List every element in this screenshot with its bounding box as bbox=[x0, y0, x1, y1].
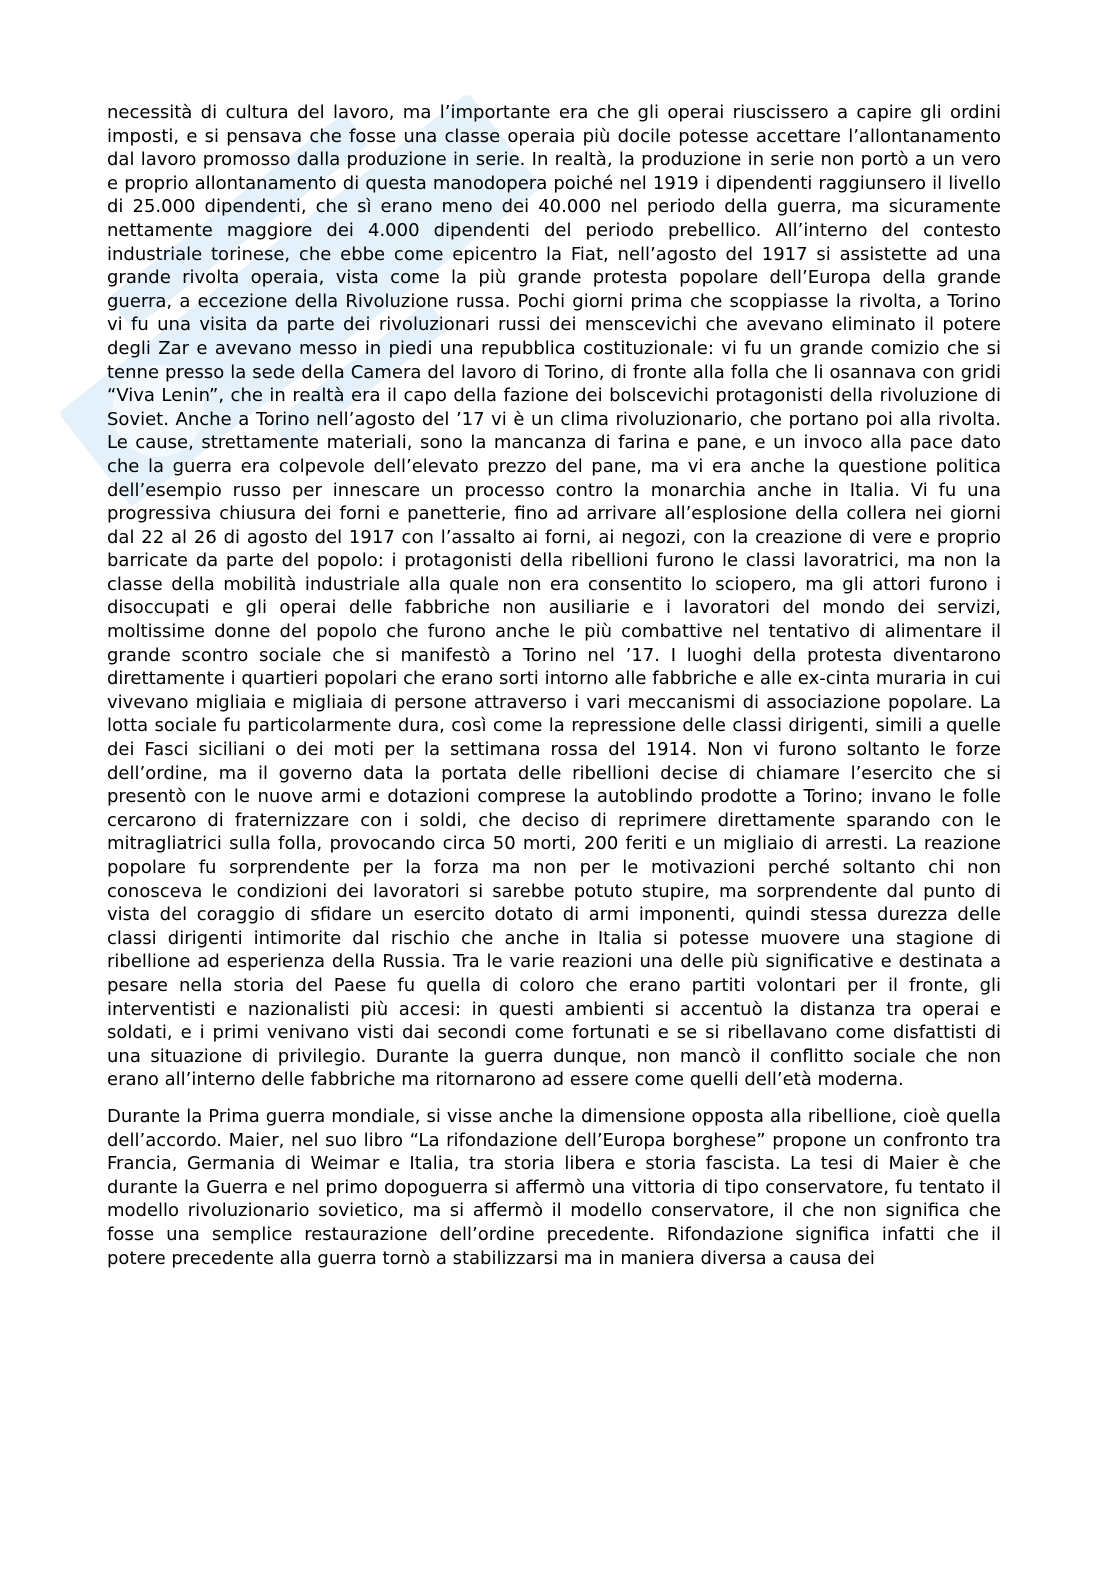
paragraph: necessità di cultura del lavoro, ma l’importante era che gli operai riuscissero a capire gli ordini imposti, e si pensava che fosse una classe operaia più docile potesse accettare l’allontanamento dal lavoro promosso dalla produzione in serie. In realtà, la produzione in serie non portò a un vero e proprio allontanamento di questa manodopera poiché nel 1919 i dipendenti raggiunsero il livello di 25.000 dipendenti, che sì erano meno dei 40.000 nel periodo della guerra, ma sicuramente nettamente maggiore dei 4.000 dipendenti del periodo prebellico. All’interno del contesto industriale torinese, che ebbe come epicentro la Fiat, nell’agosto del 1917 si assistette ad una grande rivolta operaia, vista come la più grande protesta popolare dell’Europa della grande guerra, a eccezione della Rivoluzione russa. Pochi giorni prima che scoppiasse la rivolta, a Torino vi fu una visita da parte dei rivoluzionari russi dei menscevichi che avevano eliminato il potere degli Zar e avevano messo in piedi una repubblica costituzionale: vi fu un grande comizio che si tenne presso la sede della Camera del lavoro di Torino, di fronte alla folla che li osannava con gridi “Viva Lenin”, che in realtà era il capo della fazione dei bolscevichi protagonisti della rivoluzione di Soviet. Anche a Torino nell’agosto del ’17 vi è un clima rivoluzionario, che portano poi alla rivolta. Le cause, strettamente materiali, sono la mancanza di farina e pane, e un invoco alla pace dato che la guerra era colpevole dell’elevato prezzo del pane, ma vi era anche la questione politica dell’esempio russo per innescare un processo contro la monarchia anche in Italia. Vi fu una progressiva chiusura dei forni e panetterie, fino ad arrivare all’esplosione della collera nei giorni dal 22 al 26 di agosto del 1917 con l’assalto ai forni, ai negozi, con la creazione di vere e proprio barricate da parte del popolo: i protagonisti della ribellioni furono le classi lavoratrici, ma non la classe della mobilità industriale alla quale non era consentito lo sciopero, ma gli attori furono i disoccupati e gli operai delle fabbriche non ausiliarie e i lavoratori del mondo dei servizi, moltissime donne del popolo che furono anche le più combattive nel tentativo di alimentare il grande scontro sociale che si manifestò a Torino nel ’17. I luoghi della protesta diventarono direttamente i quartieri popolari che erano sorti intorno alle fabbriche e alle ex-cinta muraria in cui vivevano migliaia e migliaia di persone attraverso i vari meccanismi di associazione popolare. La lotta sociale fu particolarmente dura, così come la repressione delle classi dirigenti, simili a quelle dei Fasci siciliani o dei moti per la settimana rossa del 1914. Non vi furono soltanto le forze dell’ordine, ma il governo data la portata delle ribellioni decise di chiamare l’esercito che si presentò con le nuove armi e dotazioni comprese la autoblindo prodotte a Torino; invano le folle cercarono di fraternizzare con i soldi, che deciso di reprimere direttamente sparando con le mitragliatrici sulla folla, provocando circa 50 morti, 200 feriti e un migliaio di arresti. La reazione popolare fu sorprendente per la forza ma non per le motivazioni perché soltanto chi non conosceva le condizioni dei lavoratori si sarebbe potuto stupire, ma sorprendente dal punto di vista del coraggio di sfidare un esercito dotato di armi imponenti, quindi stessa durezza delle classi dirigenti intimorite dal rischio che anche in Italia si potesse muovere una stagione di ribellione ad esperienza della Russia. Tra le varie reazioni una delle più significative e destinata a pesare nella storia del Paese fu quella di coloro che erano partiti volontari per il fronte, gli interventisti e nazionalisti più accesi: in questi ambienti si accentuò la distanza tra operai e soldati, e i primi venivano visti dai secondi come fortunati e se si ribellavano come disfattisti di una situazione di privilegio. Durante la guerra dunque, non mancò il conflitto sociale che non erano all’interno delle fabbriche ma ritornarono ad essere come quelli dell’età moderna. bbox=[107, 102, 1001, 1091]
document-body bbox=[107, 101, 1001, 1270]
paragraph: Durante la Prima guerra mondiale, si visse anche la dimensione opposta alla ribellione, cioè quella dell’accordo. Maier, nel suo libro “La rifondazione dell’Europa borghese” propone un confronto tra Francia, Germania di Weimar e Italia, tra storia libera e storia fascista. La tesi di Maier è che durante la Guerra e nel primo dopoguerra si affermò una vittoria di tipo conservatore, fu tentato il modello rivoluzionario sovietico, ma si affermò il modello conservatore, il che non significa che fosse una semplice restaurazione dell’ordine precedente. Rifondazione significa infatti che il potere precedente alla guerra tornò a stabilizzarsi ma in maniera diversa a causa dei bbox=[107, 1105, 1001, 1269]
